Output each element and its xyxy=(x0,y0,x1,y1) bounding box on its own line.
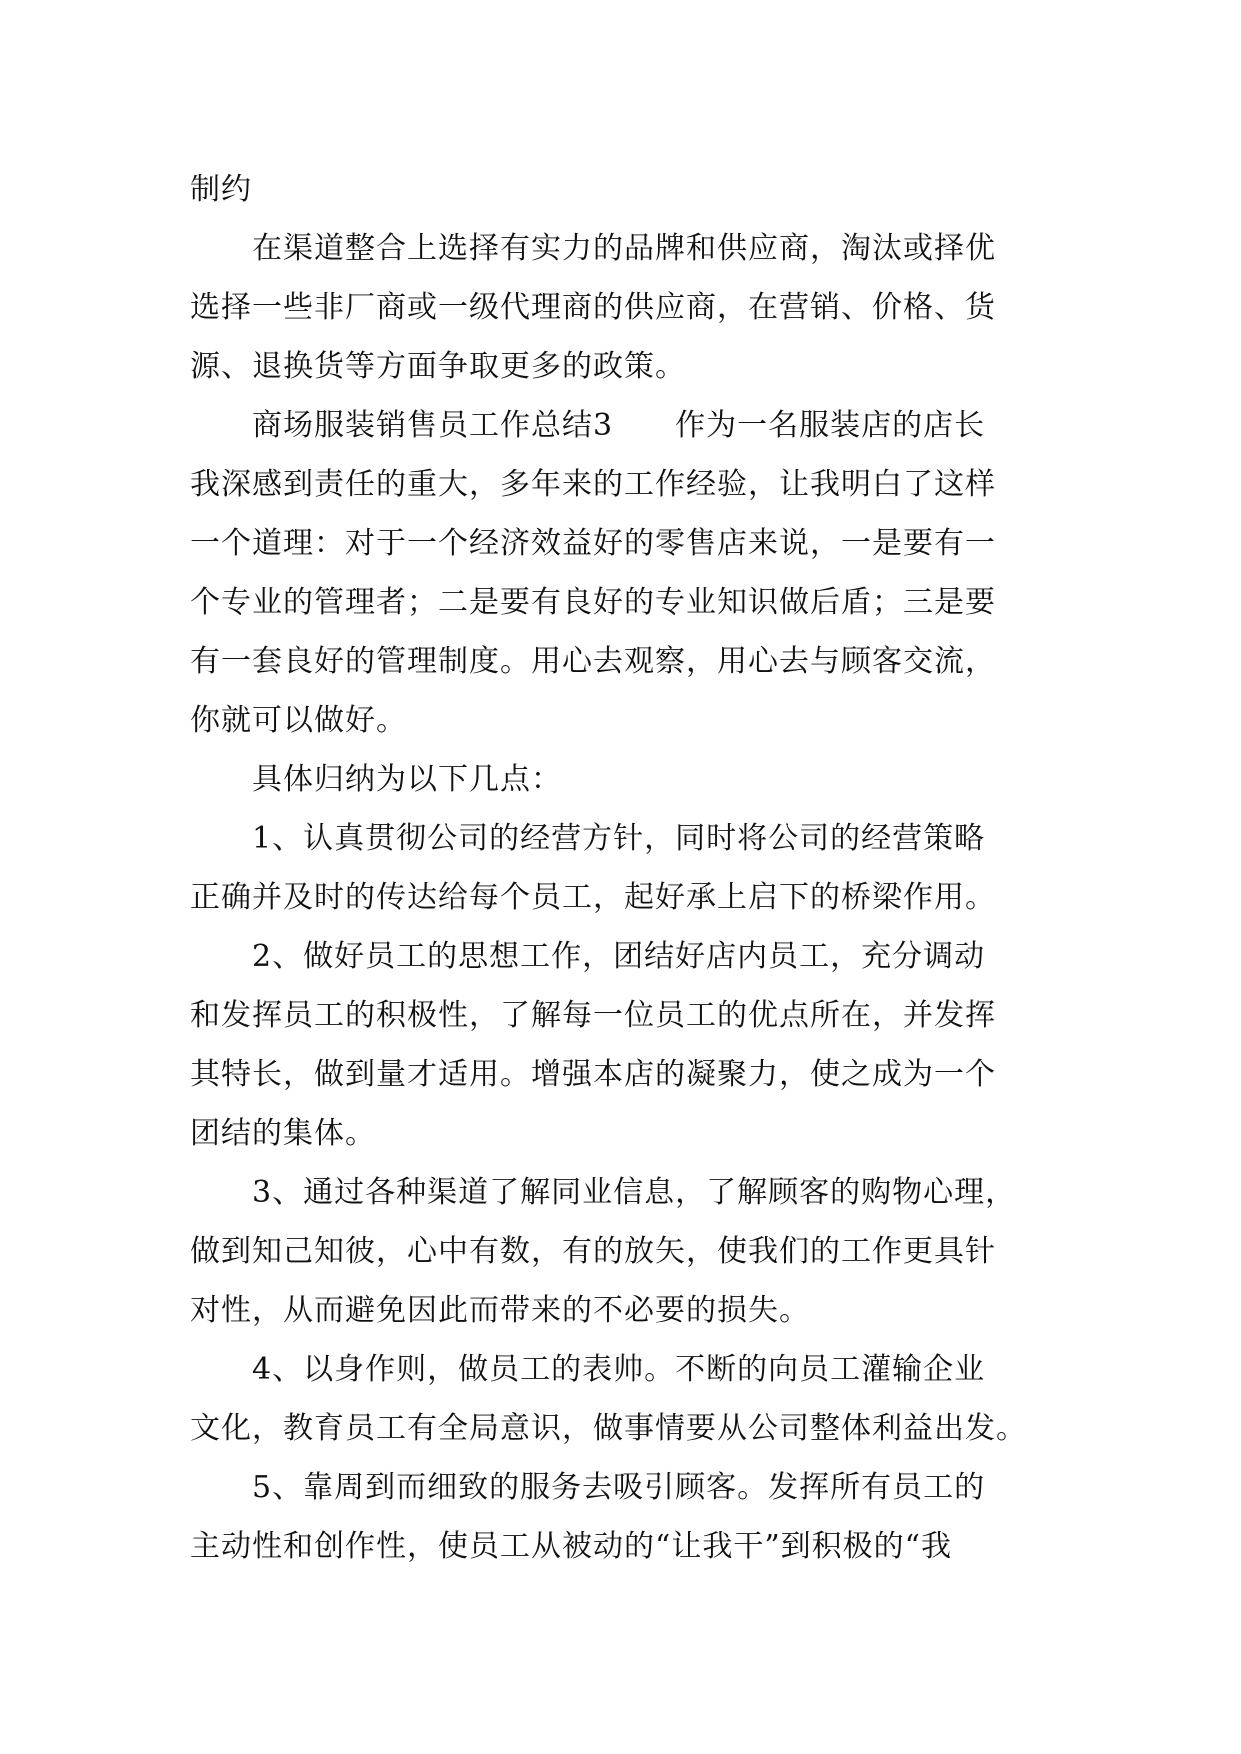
text-line: 其特长，做到量才适用。增强本店的凝聚力，使之成为一个 xyxy=(190,1057,996,1092)
text-line: 文化，教育员工有全局意识，做事情要从公司整体利益出发。 xyxy=(190,1411,1027,1446)
text-line: 1、认真贯彻公司的经营方针，同时将公司的经营策略 xyxy=(190,821,986,856)
text-line: 2、做好员工的思想工作，团结好店内员工，充分调动 xyxy=(190,939,986,974)
text-line: 你就可以做好。 xyxy=(190,703,407,738)
text-line: 个专业的管理者；二是要有良好的专业知识做后盾；三是要 xyxy=(190,585,996,620)
text-line: 在渠道整合上选择有实力的品牌和供应商，淘汰或择优 xyxy=(190,231,996,266)
text-line: 对性，从而避免因此而带来的不必要的损失。 xyxy=(190,1293,810,1328)
text-line: 团结的集体。 xyxy=(190,1116,376,1151)
text-line: 3、通过各种渠道了解同业信息，了解顾客的购物心理， xyxy=(190,1175,1017,1210)
text-line: 5、靠周到而细致的服务去吸引顾客。发挥所有员工的 xyxy=(190,1470,986,1505)
text-line: 源、退换货等方面争取更多的政策。 xyxy=(190,349,686,384)
text-line: 有一套良好的管理制度。用心去观察，用心去与顾客交流， xyxy=(190,644,996,679)
text-line: 商场服装销售员工作总结3 作为一名服装店的店长 xyxy=(190,408,986,443)
text-line: 主动性和创作性，使员工从被动的“让我干”到积极的“我 xyxy=(190,1529,953,1564)
text-line: 和发挥员工的积极性，了解每一位员工的优点所在，并发挥 xyxy=(190,998,996,1033)
text-line: 我深感到责任的重大，多年来的工作经验，让我明白了这样 xyxy=(190,467,996,502)
text-line: 具体归纳为以下几点： xyxy=(190,762,562,797)
text-line: 4、以身作则，做员工的表帅。不断的向员工灌输企业 xyxy=(190,1352,986,1387)
text-line: 一个道理：对于一个经济效益好的零售店来说，一是要有一 xyxy=(190,526,996,561)
document-body xyxy=(190,160,1060,1576)
text-line: 制约 xyxy=(190,172,252,207)
text-line: 做到知己知彼，心中有数，有的放矢，使我们的工作更具针 xyxy=(190,1234,996,1269)
text-line: 选择一些非厂商或一级代理商的供应商，在营销、价格、货 xyxy=(190,290,996,325)
text-line: 正确并及时的传达给每个员工，起好承上启下的桥梁作用。 xyxy=(190,880,996,915)
